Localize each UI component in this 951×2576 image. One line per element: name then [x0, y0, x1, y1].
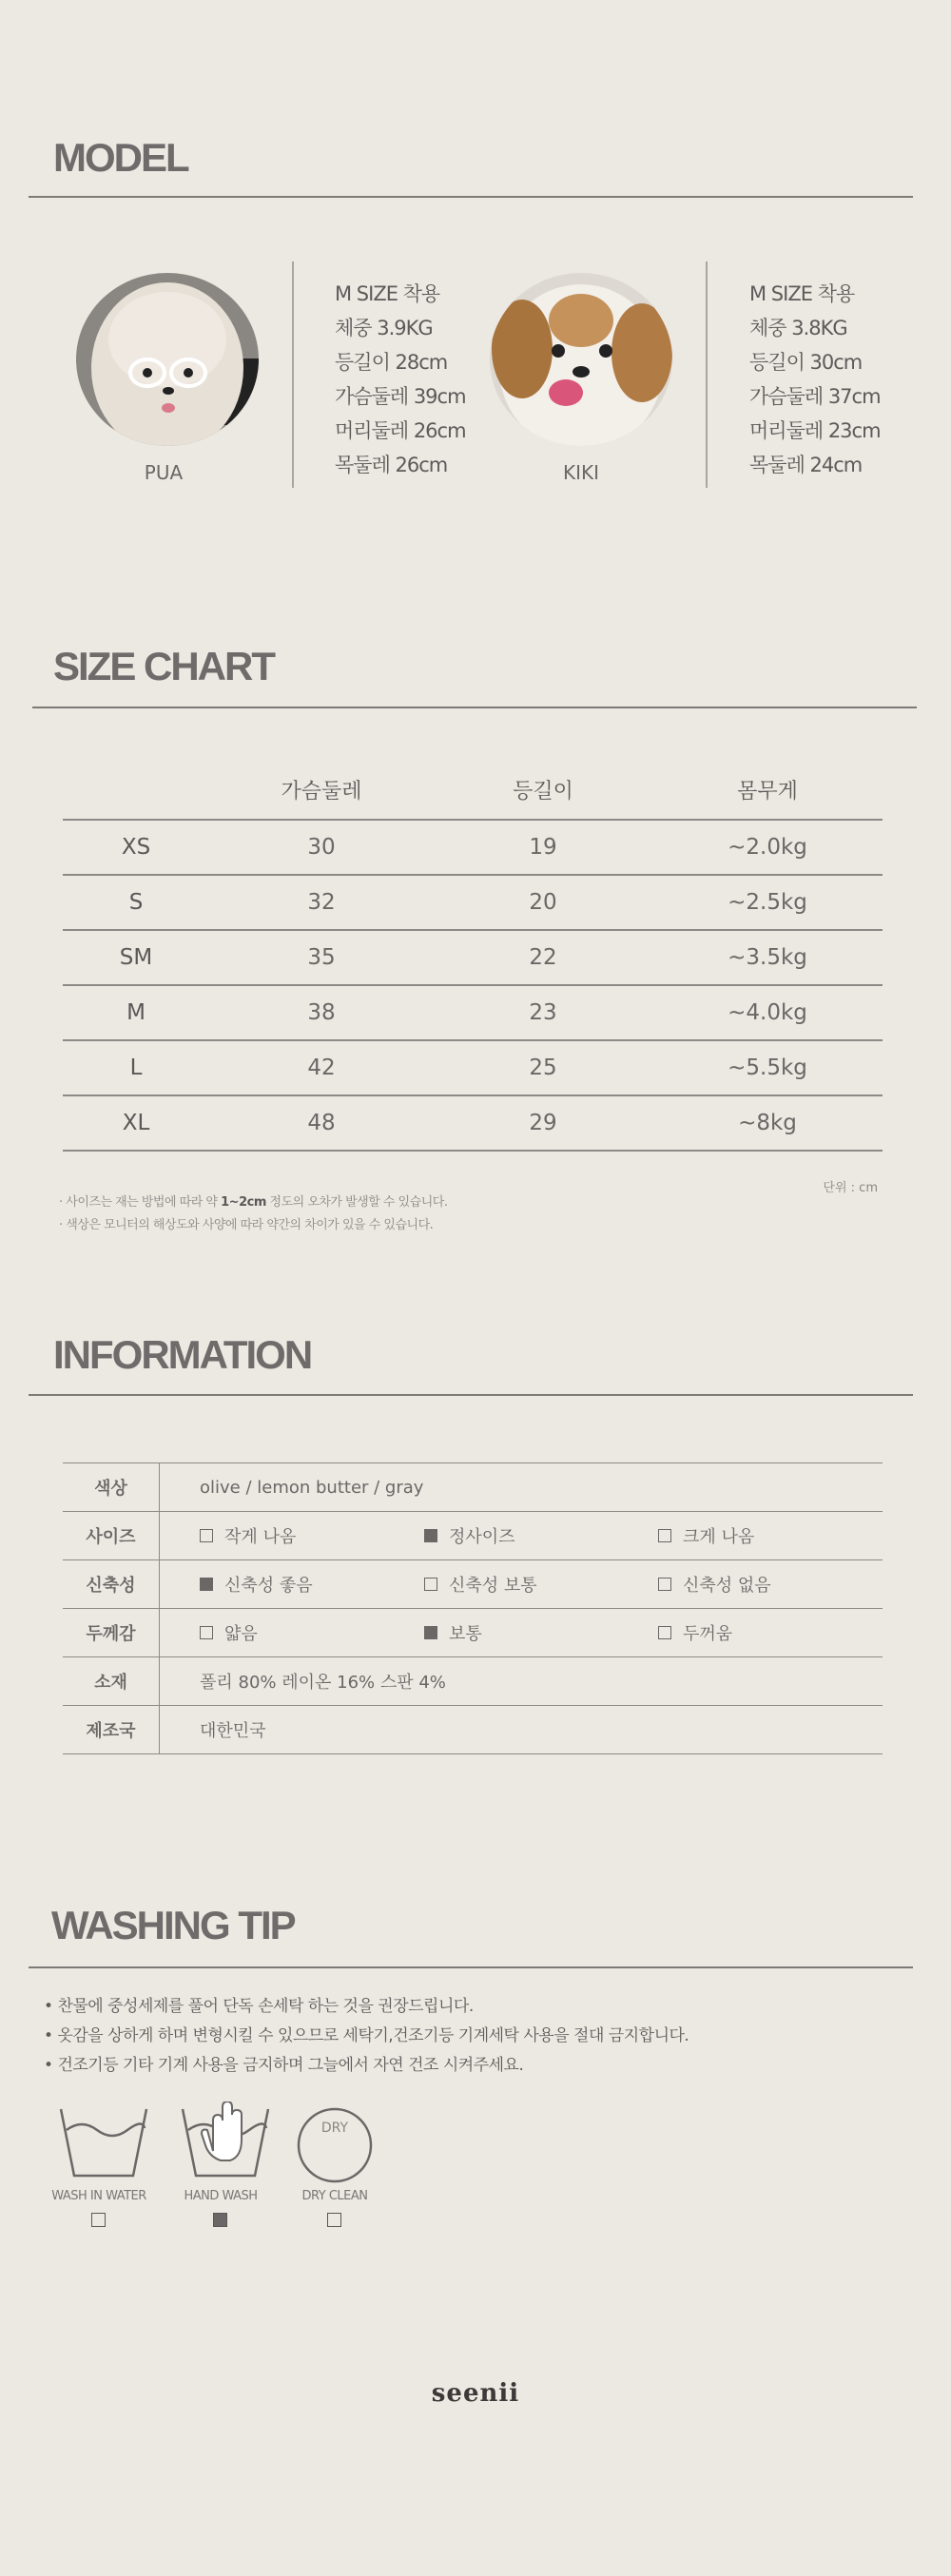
kiki-name: KIKI	[562, 461, 600, 484]
hand-wash-label: HAND WASH	[184, 2189, 258, 2203]
stretch-option	[424, 1572, 658, 1597]
size-cell: ~2.5kg	[652, 875, 883, 930]
info-row-size	[63, 1512, 883, 1560]
pua-specs	[335, 277, 466, 482]
size-cell: ~2.0kg	[652, 820, 883, 875]
size-cell: XS	[63, 820, 209, 875]
table-row	[63, 820, 883, 875]
pua-spec: M SIZE 착용	[335, 282, 440, 305]
kiki-spec: 머리둘레 23cm	[749, 419, 881, 442]
table-row	[63, 1040, 883, 1095]
checkbox	[658, 1626, 671, 1639]
kiki-photo	[490, 273, 672, 446]
size-note-text: 정도의 오차가 발생할 수 있습니다.	[265, 1195, 448, 1210]
option-label: 크게 나옴	[683, 1527, 755, 1547]
washing-title: WASHING TIP	[51, 1903, 295, 1947]
kiki-spec: M SIZE 착용	[749, 282, 855, 305]
thickness-option	[658, 1620, 883, 1645]
size-note-text: · 사이즈는 재는 방법에 따라 약	[59, 1195, 222, 1210]
size-cell: 23	[434, 985, 652, 1040]
size-col-header: 가슴둘레	[209, 761, 434, 820]
info-row-material	[63, 1657, 883, 1706]
checkbox	[200, 1578, 213, 1591]
size-cell: S	[63, 875, 209, 930]
info-options	[160, 1609, 883, 1657]
size-cell: ~5.5kg	[652, 1040, 883, 1095]
info-value: 대한민국	[160, 1706, 883, 1754]
dry-clean-checkbox	[327, 2213, 341, 2227]
size-chart-title: SIZE CHART	[53, 644, 274, 688]
info-table	[63, 1462, 883, 1754]
size-cell: 29	[434, 1095, 652, 1151]
info-label: 신축성	[63, 1560, 160, 1609]
info-options	[160, 1560, 883, 1609]
checkbox	[200, 1626, 213, 1639]
option-label: 얇음	[224, 1624, 258, 1644]
info-label: 색상	[63, 1463, 160, 1512]
table-row	[63, 875, 883, 930]
size-cell: 32	[209, 875, 434, 930]
info-row-origin	[63, 1706, 883, 1754]
size-cell: 20	[434, 875, 652, 930]
thickness-option	[200, 1620, 424, 1645]
info-value: olive / lemon butter / gray	[160, 1463, 883, 1512]
pua-photo	[76, 273, 259, 446]
model-section	[0, 261, 951, 490]
kiki-spec: 등길이 30cm	[749, 351, 863, 374]
hand-wash-checkbox	[213, 2213, 227, 2227]
dry-text: DRY	[320, 2121, 349, 2136]
pua-spec: 머리둘레 26cm	[335, 419, 466, 442]
kiki-divider	[706, 261, 708, 488]
size-cell: 25	[434, 1040, 652, 1095]
size-col-header: 등길이	[434, 761, 652, 820]
pua-spec: 등길이 28cm	[335, 351, 448, 374]
wash-in-water-icon	[55, 2101, 150, 2187]
size-note-bold: 1~2cm	[221, 1195, 266, 1210]
size-cell: 35	[209, 930, 434, 985]
size-cell: SM	[63, 930, 209, 985]
dry-clean-icon	[291, 2101, 386, 2187]
size-option	[658, 1523, 883, 1548]
size-cell: XL	[63, 1095, 209, 1151]
washing-tip: • 옷감을 상하게 하며 변형시킬 수 있으므로 세탁기,건조기등 기계세탁 사용을 절대 금지합니다.	[44, 2022, 689, 2051]
information-title: INFORMATION	[53, 1332, 312, 1377]
info-options	[160, 1512, 883, 1560]
info-label: 소재	[63, 1657, 160, 1706]
table-row	[63, 1095, 883, 1151]
size-cell: 19	[434, 820, 652, 875]
table-row	[63, 930, 883, 985]
size-cell: 30	[209, 820, 434, 875]
info-row-thickness	[63, 1609, 883, 1657]
info-row-color	[63, 1463, 883, 1512]
option-label: 작게 나옴	[224, 1527, 297, 1547]
size-cell: ~3.5kg	[652, 930, 883, 985]
checkbox	[658, 1529, 671, 1542]
size-cell: L	[63, 1040, 209, 1095]
size-option	[200, 1523, 424, 1548]
info-row-stretch	[63, 1560, 883, 1609]
washing-rule	[29, 1966, 913, 1968]
size-cell: 38	[209, 985, 434, 1040]
size-cell: 42	[209, 1040, 434, 1095]
info-label: 제조국	[63, 1706, 160, 1754]
size-col-header	[63, 761, 209, 820]
kiki-specs	[749, 277, 881, 482]
option-label: 두꺼움	[683, 1624, 733, 1644]
size-col-header: 몸무게	[652, 761, 883, 820]
pua-divider	[292, 261, 294, 488]
info-label: 사이즈	[63, 1512, 160, 1560]
pua-spec: 체중 3.9KG	[335, 317, 433, 339]
option-label: 신축성 좋음	[224, 1576, 313, 1596]
kiki-spec: 가슴둘레 37cm	[749, 385, 881, 408]
washing-tips	[44, 1992, 689, 2081]
model-rule	[29, 196, 913, 198]
checkbox	[200, 1529, 213, 1542]
washing-tip: • 찬물에 중성세제를 풀어 단독 손세탁 하는 것을 권장드립니다.	[44, 1992, 689, 2022]
option-label: 정사이즈	[449, 1527, 515, 1547]
info-value: 폴리 80% 레이온 16% 스판 4%	[160, 1657, 883, 1706]
stretch-option	[658, 1572, 883, 1597]
information-rule	[29, 1394, 913, 1396]
stretch-option	[200, 1572, 424, 1597]
checkbox	[658, 1578, 671, 1591]
pua-name: PUA	[144, 461, 184, 484]
unit-note: 단위 : cm	[823, 1181, 878, 1195]
checkbox	[424, 1626, 437, 1639]
size-chart-rule	[32, 707, 917, 708]
size-cell: 48	[209, 1095, 434, 1151]
size-note	[59, 1191, 447, 1214]
size-cell: 22	[434, 930, 652, 985]
dry-clean-label: DRY CLEAN	[301, 2189, 368, 2203]
size-table-header	[63, 761, 883, 820]
checkbox	[424, 1578, 437, 1591]
option-label: 신축성 없음	[683, 1576, 771, 1596]
thickness-option	[424, 1620, 658, 1645]
brand-logo: seenii	[431, 2379, 520, 2408]
size-table	[63, 761, 883, 1152]
pua-spec: 가슴둘레 39cm	[335, 385, 466, 408]
table-row	[63, 985, 883, 1040]
model-title: MODEL	[53, 135, 188, 180]
checkbox	[424, 1529, 437, 1542]
kiki-spec: 체중 3.8KG	[749, 317, 847, 339]
size-option	[424, 1523, 658, 1548]
wash-in-water-label: WASH IN WATER	[51, 2189, 146, 2203]
option-label: 보통	[449, 1624, 482, 1644]
size-cell: M	[63, 985, 209, 1040]
size-cell: ~8kg	[652, 1095, 883, 1151]
size-notes	[59, 1191, 447, 1237]
kiki-spec: 목둘레 24cm	[749, 454, 863, 476]
hand-wash-icon	[177, 2101, 272, 2187]
size-note: · 색상은 모니터의 해상도와 사양에 따라 약간의 차이가 있을 수 있습니다.	[59, 1218, 434, 1232]
size-cell: ~4.0kg	[652, 985, 883, 1040]
washing-tip: • 건조기등 기타 기계 사용을 금지하며 그늘에서 자연 건조 시켜주세요.	[44, 2051, 689, 2081]
wash-in-water-checkbox	[91, 2213, 106, 2227]
option-label: 신축성 보통	[449, 1576, 537, 1596]
info-label: 두께감	[63, 1609, 160, 1657]
pua-spec: 목둘레 26cm	[335, 454, 448, 476]
